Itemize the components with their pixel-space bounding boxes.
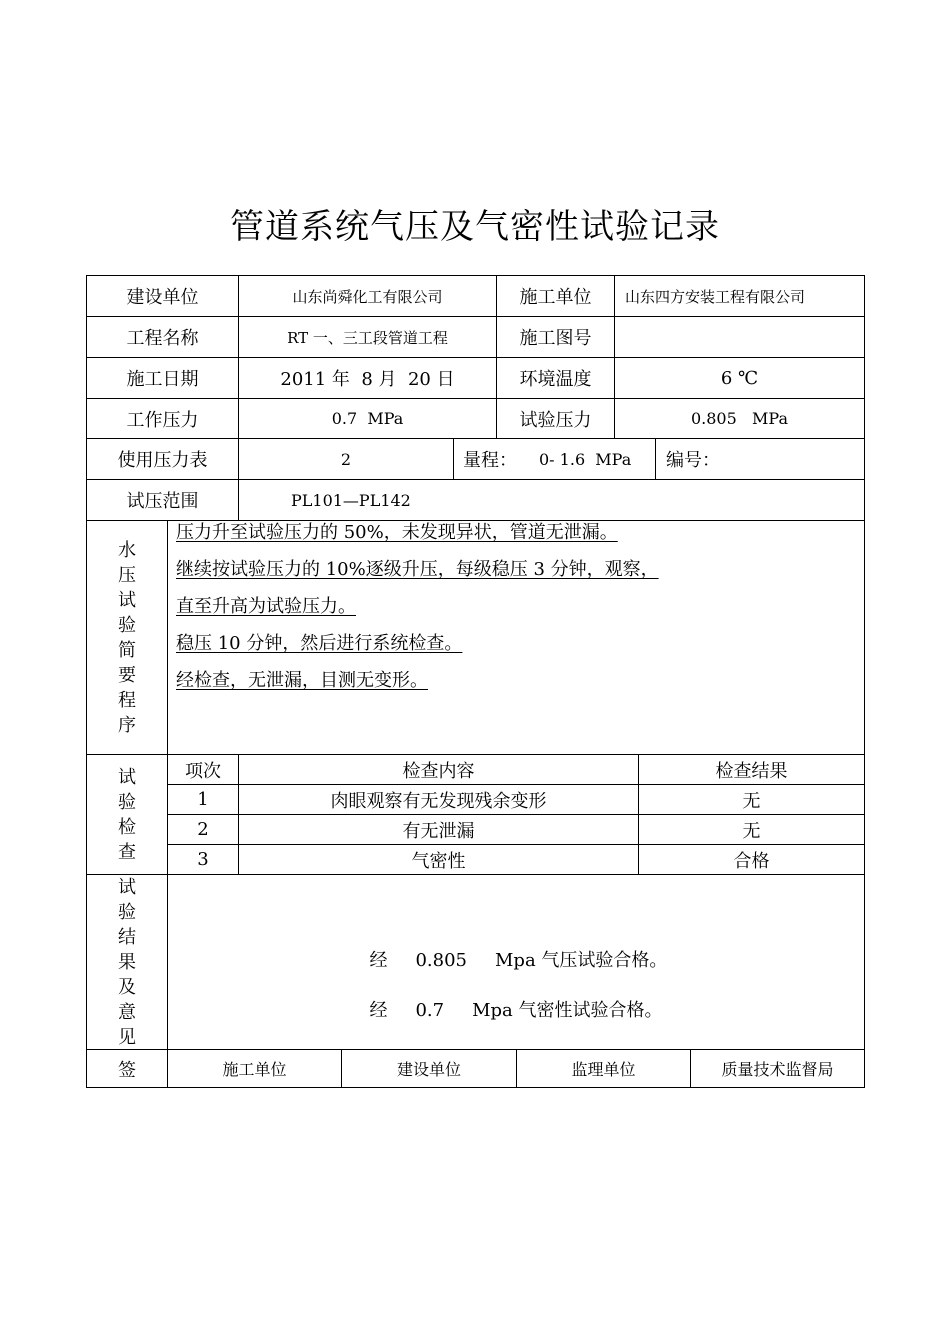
inspection-header-result: 检查结果 (638, 754, 865, 785)
procedure-line-3: 直至升高为试验压力。 (176, 596, 356, 617)
inspection-row-3-result: 合格 (638, 844, 865, 875)
range-value: 0- 1.6 MPa (539, 449, 632, 469)
date-value: 2011 年 8 月 20 日 (238, 357, 497, 399)
test-pressure-label: 试验压力 (496, 398, 615, 439)
construction-unit-label: 建设单位 (86, 275, 239, 317)
construction-unit-value: 山东尚舜化工有限公司 (238, 275, 497, 317)
procedure-label: 水 压 试 验 简 要 程 序 (86, 520, 168, 755)
gauge-count: 2 (238, 438, 454, 480)
drawing-no-label: 施工图号 (496, 316, 615, 358)
procedure-line-4: 稳压 10 分钟，然后进行系统检查。 (176, 633, 463, 654)
conclusion-label: 试 验 结 果 及 意 见 (86, 874, 168, 1050)
signature-construction-unit: 建设单位 (341, 1049, 517, 1088)
inspection-row-3-no: 3 (167, 844, 239, 875)
inspection-label: 试 验 检 查 (86, 754, 168, 875)
inspection-header-content: 检查内容 (238, 754, 639, 785)
procedure-lines (176, 521, 659, 706)
date-label: 施工日期 (86, 357, 239, 399)
project-name-label: 工程名称 (86, 316, 239, 358)
inspection-header-no: 项次 (167, 754, 239, 785)
conclusion-line-2-prefix: 经 (369, 1000, 388, 1021)
working-pressure-value: 0.7 MPa (238, 398, 497, 439)
drawing-no-value (614, 316, 865, 358)
conclusion-line-2 (358, 975, 663, 1022)
procedure-line-1: 压力升至试验压力的 50%，未发现异状，管道无泄漏。 (176, 522, 618, 543)
inspection-row-3-content: 气密性 (238, 844, 639, 875)
ambient-temp-value: 6 ℃ (614, 357, 865, 399)
signature-quality-bureau: 质量技术监督局 (690, 1049, 865, 1088)
conclusion-line-1-value: 0.805 (415, 950, 467, 971)
inspection-row-1-result: 无 (638, 784, 865, 815)
conclusion-line-1 (358, 925, 667, 972)
signature-contractor: 施工单位 (167, 1049, 342, 1088)
contractor-value: 山东四方安装工程有限公司 (614, 275, 865, 317)
document-title: 管道系统气压及气密性试验记录 (230, 207, 720, 247)
ambient-temp-label: 环境温度 (496, 357, 615, 399)
project-name-value: RT 一、三工段管道工程 (238, 316, 497, 358)
gauge-label: 使用压力表 (86, 438, 239, 480)
scope-value: PL101—PL142 (238, 479, 865, 521)
inspection-row-1-content: 肉眼观察有无发现残余变形 (238, 784, 639, 815)
test-pressure-value: 0.805 MPa (614, 398, 865, 439)
gauge-range (453, 438, 656, 480)
inspection-row-1-no: 1 (167, 784, 239, 815)
procedure-line-2: 继续按试验压力的 10%逐级升压，每级稳压 3 分钟，观察， (176, 559, 659, 580)
conclusion-line-1-suffix: Mpa 气压试验合格。 (494, 950, 668, 971)
conclusion-line-2-suffix: Mpa 气密性试验合格。 (472, 1000, 663, 1021)
contractor-label: 施工单位 (496, 275, 615, 317)
working-pressure-label: 工作压力 (86, 398, 239, 439)
signature-supervision-unit: 监理单位 (516, 1049, 691, 1088)
procedure-line-5: 经检查，无泄漏，目测无变形。 (176, 670, 428, 691)
gauge-serial: 编号： (655, 438, 865, 480)
scope-label: 试压范围 (86, 479, 239, 521)
inspection-row-2-content: 有无泄漏 (238, 814, 639, 845)
signature-label: 签 (86, 1049, 168, 1088)
inspection-row-2-no: 2 (167, 814, 239, 845)
conclusion-line-1-prefix: 经 (369, 950, 388, 971)
conclusion-line-2-value: 0.7 (415, 1000, 445, 1021)
range-label: 量程： (463, 450, 517, 471)
inspection-row-2-result: 无 (638, 814, 865, 845)
